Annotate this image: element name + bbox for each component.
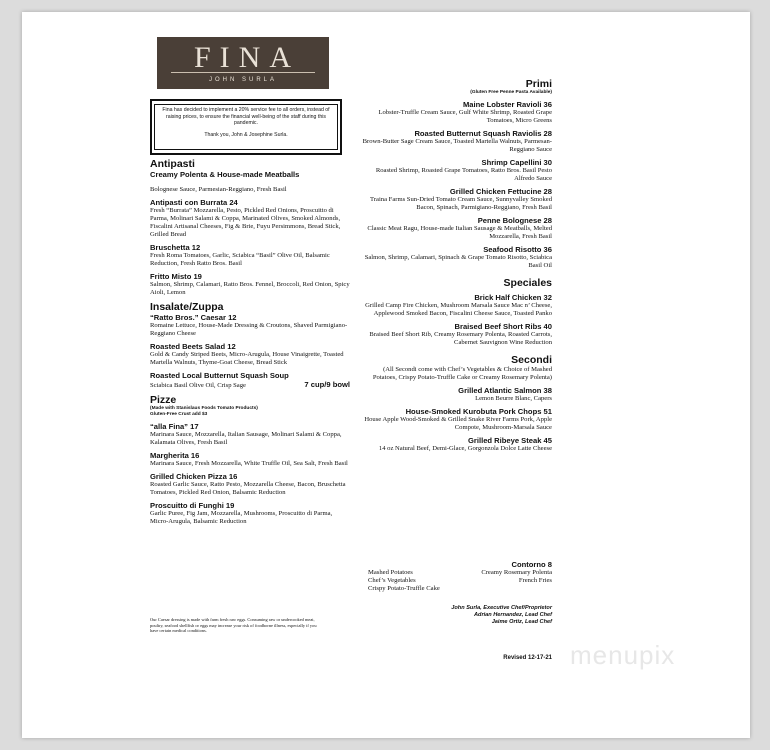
section-heading-insalate: Insalate/Zuppa	[150, 301, 224, 313]
menu-item-desc: Gold & Candy Striped Beets, Micro-Arugula, House Vinaigrette, Toasted Martella Walnuts, Thyme-Goat Cheese, Bread Stick	[150, 351, 344, 366]
menu-item-title: Seafood Risotto 36	[483, 245, 552, 254]
section-heading-primi: Primi	[525, 78, 552, 90]
menu-item-desc: Salmon, Shrimp, Calamari, Ratto Bros. Fennel, Broccoli, Red Onion, Spicy Aioli, Lemon	[150, 281, 350, 296]
menu-item-desc: Marinara Sauce, Fresh Mozzarella, White Truffle Oil, Sea Salt, Fresh Basil	[150, 460, 348, 467]
notice-thanks: Thank you, John & Josephine Surla.	[204, 131, 288, 138]
menu-item-desc: Roasted Garlic Sauce, Ratto Pesto, Mozzarella Cheese, Bacon, Bruschetta Tomatoes, Pickled Red Onion, Balsamic Reduction	[150, 481, 346, 496]
menu-item-title: Maine Lobster Ravioli 36	[462, 100, 552, 109]
contorno-right-list	[481, 569, 552, 593]
menu-item-desc: Marinara Sauce, Mozzarella, Italian Sausage, Molinari Salami & Coppa, Kalamata Olives, Fresh Basil	[150, 431, 342, 446]
menu-item-title: Fritto Misto 19	[150, 272, 202, 281]
revised-date: Revised 12-17-21	[503, 655, 552, 661]
contorno-section	[368, 560, 552, 593]
menu-item-title: Brick Half Chicken 32	[474, 293, 552, 302]
gluten-free-note: Gluten-Free Crust add $3	[150, 412, 208, 417]
staff-credits	[380, 605, 552, 626]
menu-item-title: Roasted Beets Salad 12	[150, 342, 236, 351]
menu-item-desc: Roasted Shrimp, Roasted Grape Tomatoes, Ratto Bros. Basil Pesto Alfredo Sauce	[375, 167, 552, 182]
menu-item-price: 7 cup/9 bowl	[304, 380, 350, 389]
staff-line: Jaime Ortiz, Lead Chef	[491, 619, 552, 625]
pizze-note: (Made with Stanislaus Foods Tomato Products)	[150, 406, 258, 411]
section-heading-speciales: Speciales	[503, 277, 552, 289]
fina-logo	[157, 37, 329, 89]
contorno-option: Creamy Rosemary Polenta	[481, 569, 552, 576]
logo-rule	[171, 72, 315, 73]
menu-item-desc: Classic Meat Ragu, House-made Italian Sausage & Meatballs, Melted Mozzarella, Fresh Basil	[367, 225, 552, 240]
contorno-title: Contorno 8	[511, 560, 552, 569]
menu-item-desc: House Apple Wood-Smoked & Grilled Snake River Farms Pork, Apple Compote, Mushroom-Marsala Sauce	[364, 416, 552, 431]
section-heading-pizze: Pizze	[150, 394, 177, 406]
contorno-option: Crispy Potato-Truffle Cake	[368, 585, 440, 592]
notice-inner	[154, 104, 338, 150]
menu-item-title: Shrimp Capellini 30	[481, 158, 552, 167]
contorno-options	[368, 569, 552, 593]
menu-item-desc: Lobster-Truffle Cream Sauce, Gulf White Shrimp, Roasted Grape Tomatoes, Micro Greens	[378, 109, 552, 124]
menu-item-desc: Sciabica Basil Olive Oil, Crisp Sage	[150, 382, 246, 389]
menu-item-desc: Braised Beef Short Rib, Creamy Rosemary Polenta, Roasted Carrots, Cabernet Sauvignon Wine Reduction	[369, 331, 552, 346]
menu-item-title: Antipasti con Burrata 24	[150, 198, 238, 207]
menu-item-title: Grilled Atlantic Salmon 38	[458, 386, 552, 395]
section-heading-antipasti: Antipasti	[150, 158, 195, 170]
contorno-option: French Fries	[518, 577, 552, 584]
contorno-left-list	[368, 569, 440, 593]
menu-item-title: Grilled Chicken Pizza 16	[150, 472, 238, 481]
menu-item-desc: Brown-Butter Sage Cream Sauce, Toasted Martella Walnuts, Parmesan-Reggiano Sauce	[362, 138, 552, 153]
menu-item-title: Proscuitto di Funghi 19	[150, 501, 235, 510]
left-column	[150, 158, 350, 526]
logo-subtitle: JOHN SURLA	[208, 77, 277, 83]
menu-item-title: Grilled Ribeye Steak 45	[468, 436, 552, 445]
menu-item-title: Penne Bolognese 28	[477, 216, 552, 225]
menu-item-desc: 14 oz Natural Beef, Demi-Glace, Gorgonzola Dolce Latte Cheese	[378, 445, 552, 452]
menu-item-title: “Ratto Bros.” Caesar 12	[150, 313, 237, 322]
raw-egg-footnote: Our Caesar dressing is made with farm fresh raw eggs. Consuming raw or undercooked meat, poultry, seafood shellfish or eggs may increase your risk of foodborne illness, especially if you have certain medical conditions.	[150, 617, 317, 634]
menu-item-desc: Fresh “Burrata” Mozzarella, Pesto, Pickled Red Onions, Proscuitto di Parma, Molinari Salami & Coppa, Marinated Olives, Smoked Almonds, Fiscalini Artisanal Cheeses, Fig & Brie, Fuyu Persimmons, Bread Stick, Grilled Bread	[150, 207, 341, 238]
menu-item-desc: Romaine Lettuce, House-Made Dressing & Croutons, Shaved Parmigiano-Reggiano Cheese	[150, 322, 348, 337]
menu-item-desc: Garlic Puree, Fig Jam, Mozzarella, Mushrooms, Proscuitto di Parma, Micro-Arugula, Balsamic Reduction	[150, 510, 333, 525]
menu-item-title: Bruschetta 12	[150, 243, 201, 252]
secondi-note: (All Secondi come with Chef’s Vegetables & Choice of Mashed Potatoes, Crispy Potato-Truffle Cake or Creamy Rosemary Polenta)	[372, 366, 552, 381]
menu-item-desc: Bolognese Sauce, Parmesian-Reggiano, Fresh Basil	[150, 186, 287, 193]
menu-item-title: “alla Fina” 17	[150, 422, 199, 431]
staff-line: John Surla, Executive Chef/Proprietor	[451, 605, 552, 611]
menu-item-title: Roasted Local Butternut Squash Soup	[150, 371, 289, 380]
menu-item-desc: Traina Farms Sun-Dried Tomato Cream Sauce, Sunnyvalley Smoked Bacon, Spinach, Parmigiano-Reggiano, Fresh Basil	[370, 196, 552, 211]
menu-item-title: House-Smoked Kurobuta Pork Chops 51	[405, 407, 552, 416]
menu-item-title: Roasted Butternut Squash Raviolis 28	[414, 129, 552, 138]
menu-item-title: Creamy Polenta & House-made Meatballs	[150, 170, 300, 179]
menu-item-desc: Fresh Roma Tomatoes, Garlic, Sciabica “Basil” Olive Oil, Balsamic Reduction, Fresh Ratto Bros. Basil	[150, 252, 330, 267]
primi-note: (Gluten Free Penne Pasta Available)	[470, 90, 552, 95]
menu-item-title: Grilled Chicken Fettucine 28	[449, 187, 552, 196]
watermark: menupix	[570, 640, 676, 670]
soup-row	[150, 380, 350, 390]
menu-item-title: Margherita 16	[150, 451, 200, 460]
menu-item-desc: Grilled Camp Fire Chicken, Mushroom Marsala Sauce Mac n’ Cheese, Applewood Smoked Bacon, Fiscalini Cheese Sauce, Toasted Panko	[365, 302, 552, 317]
section-heading-secondi: Secondi	[511, 354, 552, 366]
staff-line: Adrian Hernandez, Lead Chef	[473, 612, 552, 618]
menu-item-desc: Lemon Beurre Blanc, Capers	[475, 395, 552, 402]
right-column	[360, 78, 552, 453]
notice-text: Fina has decided to implement a 20% service fee to all orders, instead of raising prices, to ensure the financial well-being of the staff during this pandemic.	[162, 107, 330, 127]
logo-name: FINA	[193, 41, 300, 74]
contorno-option: Mashed Potatoes	[368, 569, 413, 576]
menu-item-desc: Salmon, Shrimp, Calamari, Spinach & Grape Tomato Risotto, Sciabica Basil Oil	[364, 254, 552, 269]
contorno-option: Chef’s Vegetables	[368, 577, 416, 584]
menu-item-title: Braised Beef Short Ribs 40	[454, 322, 552, 331]
service-fee-notice	[150, 99, 342, 155]
